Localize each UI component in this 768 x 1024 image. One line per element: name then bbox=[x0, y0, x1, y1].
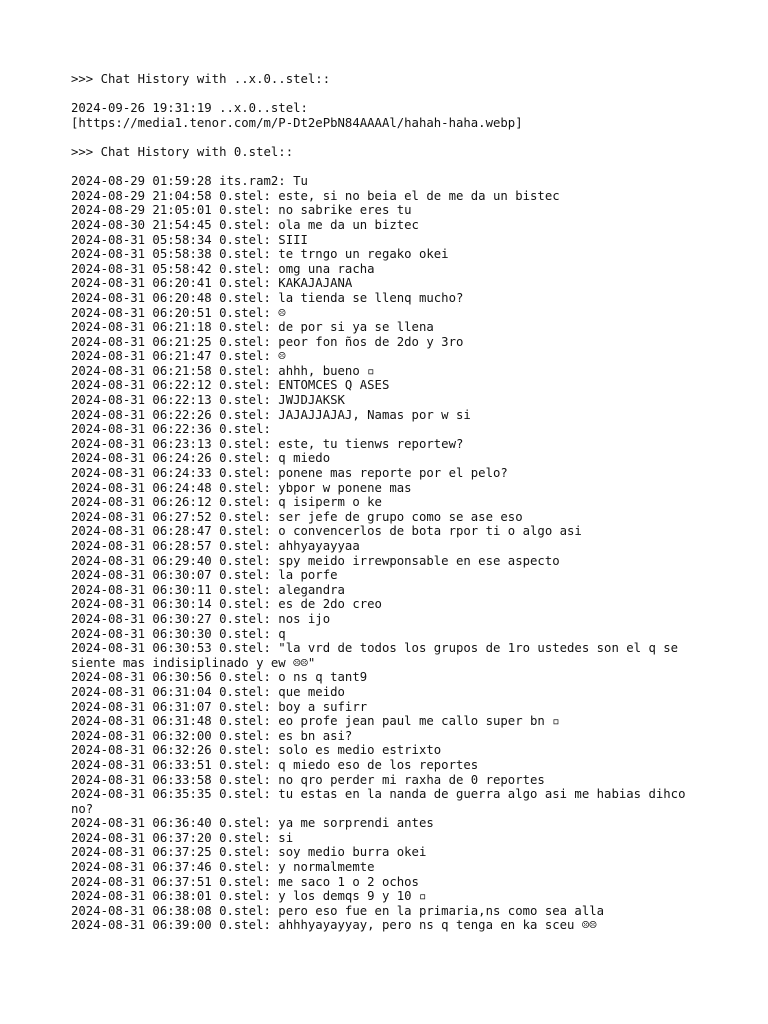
chat-message-line: 2024-08-31 06:24:33 0.stel: ponene mas reporte por el pelo? bbox=[71, 466, 508, 481]
chat-message-line: 2024-08-31 06:30:11 0.stel: alegandra bbox=[71, 582, 345, 597]
section-header: >>> Chat History with 0.stel:: bbox=[71, 144, 294, 159]
chat-message-line: 2024-08-31 06:30:07 0.stel: la porfe bbox=[71, 568, 338, 583]
chat-message-line: 2024-08-31 06:29:40 0.stel: spy meido irrewponsable en ese aspecto bbox=[71, 553, 560, 568]
chat-message-line: 2024-08-31 06:28:57 0.stel: ahhyayayyaa bbox=[71, 539, 360, 553]
chat-message-line: 2024-08-31 06:30:30 0.stel: q bbox=[71, 626, 286, 641]
chat-message-line: 2024-08-30 21:54:45 0.stel: ola me da un biztec bbox=[71, 217, 419, 232]
spacer bbox=[71, 160, 711, 175]
chat-message-line: 2024-08-31 06:31:48 0.stel: eo profe jean paul me callo super bn ▫ bbox=[71, 714, 560, 729]
chat-message-line: 2024-08-31 06:26:12 0.stel: q isiperm o ke bbox=[71, 495, 382, 510]
chat-message-line: 2024-08-31 06:37:51 0.stel: me saco 1 o 2 ochos bbox=[71, 874, 419, 889]
chat-message-line: 2024-08-31 06:30:53 0.stel: "la vrd de todos los grupos de 1ro ustedes son el q se siente mas indisiplinado y ew ☹☹" bbox=[71, 641, 686, 670]
chat-message-line: 2024-08-31 06:37:20 0.stel: si bbox=[71, 830, 294, 845]
chat-message-line: 2024-08-31 06:32:00 0.stel: es bn asi? bbox=[71, 728, 353, 743]
chat-message-line: 2024-08-31 06:31:07 0.stel: boy a sufirr bbox=[71, 699, 368, 714]
chat-message-line: 2024-08-31 06:32:26 0.stel: solo es medio estrixto bbox=[71, 743, 442, 758]
spacer bbox=[71, 87, 711, 102]
chat-message-line: [https://media1.tenor.com/m/P-Dt2ePbN84AAAAl/hahah-haha.webp] bbox=[71, 115, 523, 130]
chat-message-line: 2024-08-31 06:22:13 0.stel: JWJDJAKSK bbox=[71, 393, 345, 408]
section1-messages bbox=[71, 101, 711, 130]
chat-message-line: 2024-09-26 19:31:19 ..x.0..stel: bbox=[71, 101, 308, 116]
chat-message-line: 2024-08-31 06:24:48 0.stel: ybpor w ponene mas bbox=[71, 480, 412, 495]
section2-messages bbox=[71, 174, 711, 933]
chat-message-line: 2024-08-31 06:31:04 0.stel: que meido bbox=[71, 684, 345, 699]
chat-message-line: 2024-08-31 06:39:00 0.stel: ahhhyayayyay, pero ns q tenga en ka sceu ☹☹ bbox=[71, 918, 597, 933]
chat-message-line: 2024-08-31 06:20:51 0.stel: ☹ bbox=[71, 305, 286, 320]
chat-message-line: 2024-08-31 06:21:25 0.stel: peor fon ños de 2do y 3ro bbox=[71, 334, 464, 349]
chat-message-line: 2024-08-31 06:33:51 0.stel: q miedo eso de los reportes bbox=[71, 757, 479, 772]
chat-message-line: 2024-08-31 05:58:34 0.stel: SIII bbox=[71, 232, 308, 247]
chat-message-line: 2024-08-29 01:59:28 its.ram2: Tu bbox=[71, 174, 308, 189]
chat-message-line: 2024-08-31 06:38:01 0.stel: y los demqs 9 y 10 ▫ bbox=[71, 889, 427, 904]
chat-message-line: 2024-08-31 06:20:48 0.stel: la tienda se llenq mucho? bbox=[71, 290, 464, 305]
chat-message-line: 2024-08-31 06:27:52 0.stel: ser jefe de grupo como se ase eso bbox=[71, 509, 523, 524]
chat-message-line: 2024-08-31 06:38:08 0.stel: pero eso fue en la primaria,ns como sea alla bbox=[71, 903, 605, 918]
chat-message-line: 2024-08-31 06:22:26 0.stel: JAJAJJAJAJ, Namas por w si bbox=[71, 407, 471, 422]
chat-message-line: 2024-08-31 06:22:12 0.stel: ENTOMCES Q ASES bbox=[71, 378, 390, 393]
chat-message-line: 2024-08-31 06:22:36 0.stel: bbox=[71, 422, 271, 437]
chat-message-line: 2024-08-31 06:33:58 0.stel: no qro perder mi raxha de 0 reportes bbox=[71, 772, 545, 787]
chat-log-document bbox=[71, 72, 711, 933]
chat-message-line: 2024-08-31 06:23:13 0.stel: este, tu tienws reportew? bbox=[71, 436, 464, 451]
chat-message-line: 2024-08-31 06:21:58 0.stel: ahhh, bueno ▫ bbox=[71, 363, 375, 378]
chat-message-line: 2024-08-31 05:58:42 0.stel: omg una racha bbox=[71, 261, 375, 276]
chat-message-line: 2024-08-31 06:21:18 0.stel: de por si ya se llena bbox=[71, 320, 434, 335]
spacer bbox=[71, 130, 711, 145]
chat-message-line: 2024-08-29 21:04:58 0.stel: este, si no beia el de me da un bistec bbox=[71, 188, 560, 203]
chat-message-line: 2024-08-31 06:28:47 0.stel: o convencerlos de bota rpor ti o algo asi bbox=[71, 524, 582, 539]
chat-message-line: 2024-08-31 06:30:14 0.stel: es de 2do creo bbox=[71, 597, 382, 612]
chat-message-line: 2024-08-31 06:24:26 0.stel: q miedo bbox=[71, 451, 331, 466]
chat-message-line: 2024-08-31 06:37:46 0.stel: y normalmemte bbox=[71, 860, 375, 875]
chat-message-line: 2024-08-31 06:30:27 0.stel: nos ijo bbox=[71, 611, 331, 626]
chat-message-line: 2024-08-31 05:58:38 0.stel: te trngo un regako okei bbox=[71, 247, 449, 262]
chat-message-line: 2024-08-31 06:30:56 0.stel: o ns q tant9 bbox=[71, 670, 368, 685]
chat-message-line: 2024-08-31 06:36:40 0.stel: ya me sorprendi antes bbox=[71, 816, 434, 831]
chat-message-line: 2024-08-31 06:37:25 0.stel: soy medio burra okei bbox=[71, 845, 427, 860]
chat-message-line: 2024-08-31 06:20:41 0.stel: KAKAJAJANA bbox=[71, 276, 353, 291]
chat-message-line: 2024-08-31 06:35:35 0.stel: tu estas en la nanda de guerra algo asi me habias dihco no? bbox=[71, 787, 693, 816]
chat-message-line: 2024-08-29 21:05:01 0.stel: no sabrike eres tu bbox=[71, 203, 412, 218]
chat-message-line: 2024-08-31 06:21:47 0.stel: ☹ bbox=[71, 349, 286, 364]
section-header: >>> Chat History with ..x.0..stel:: bbox=[71, 72, 331, 86]
